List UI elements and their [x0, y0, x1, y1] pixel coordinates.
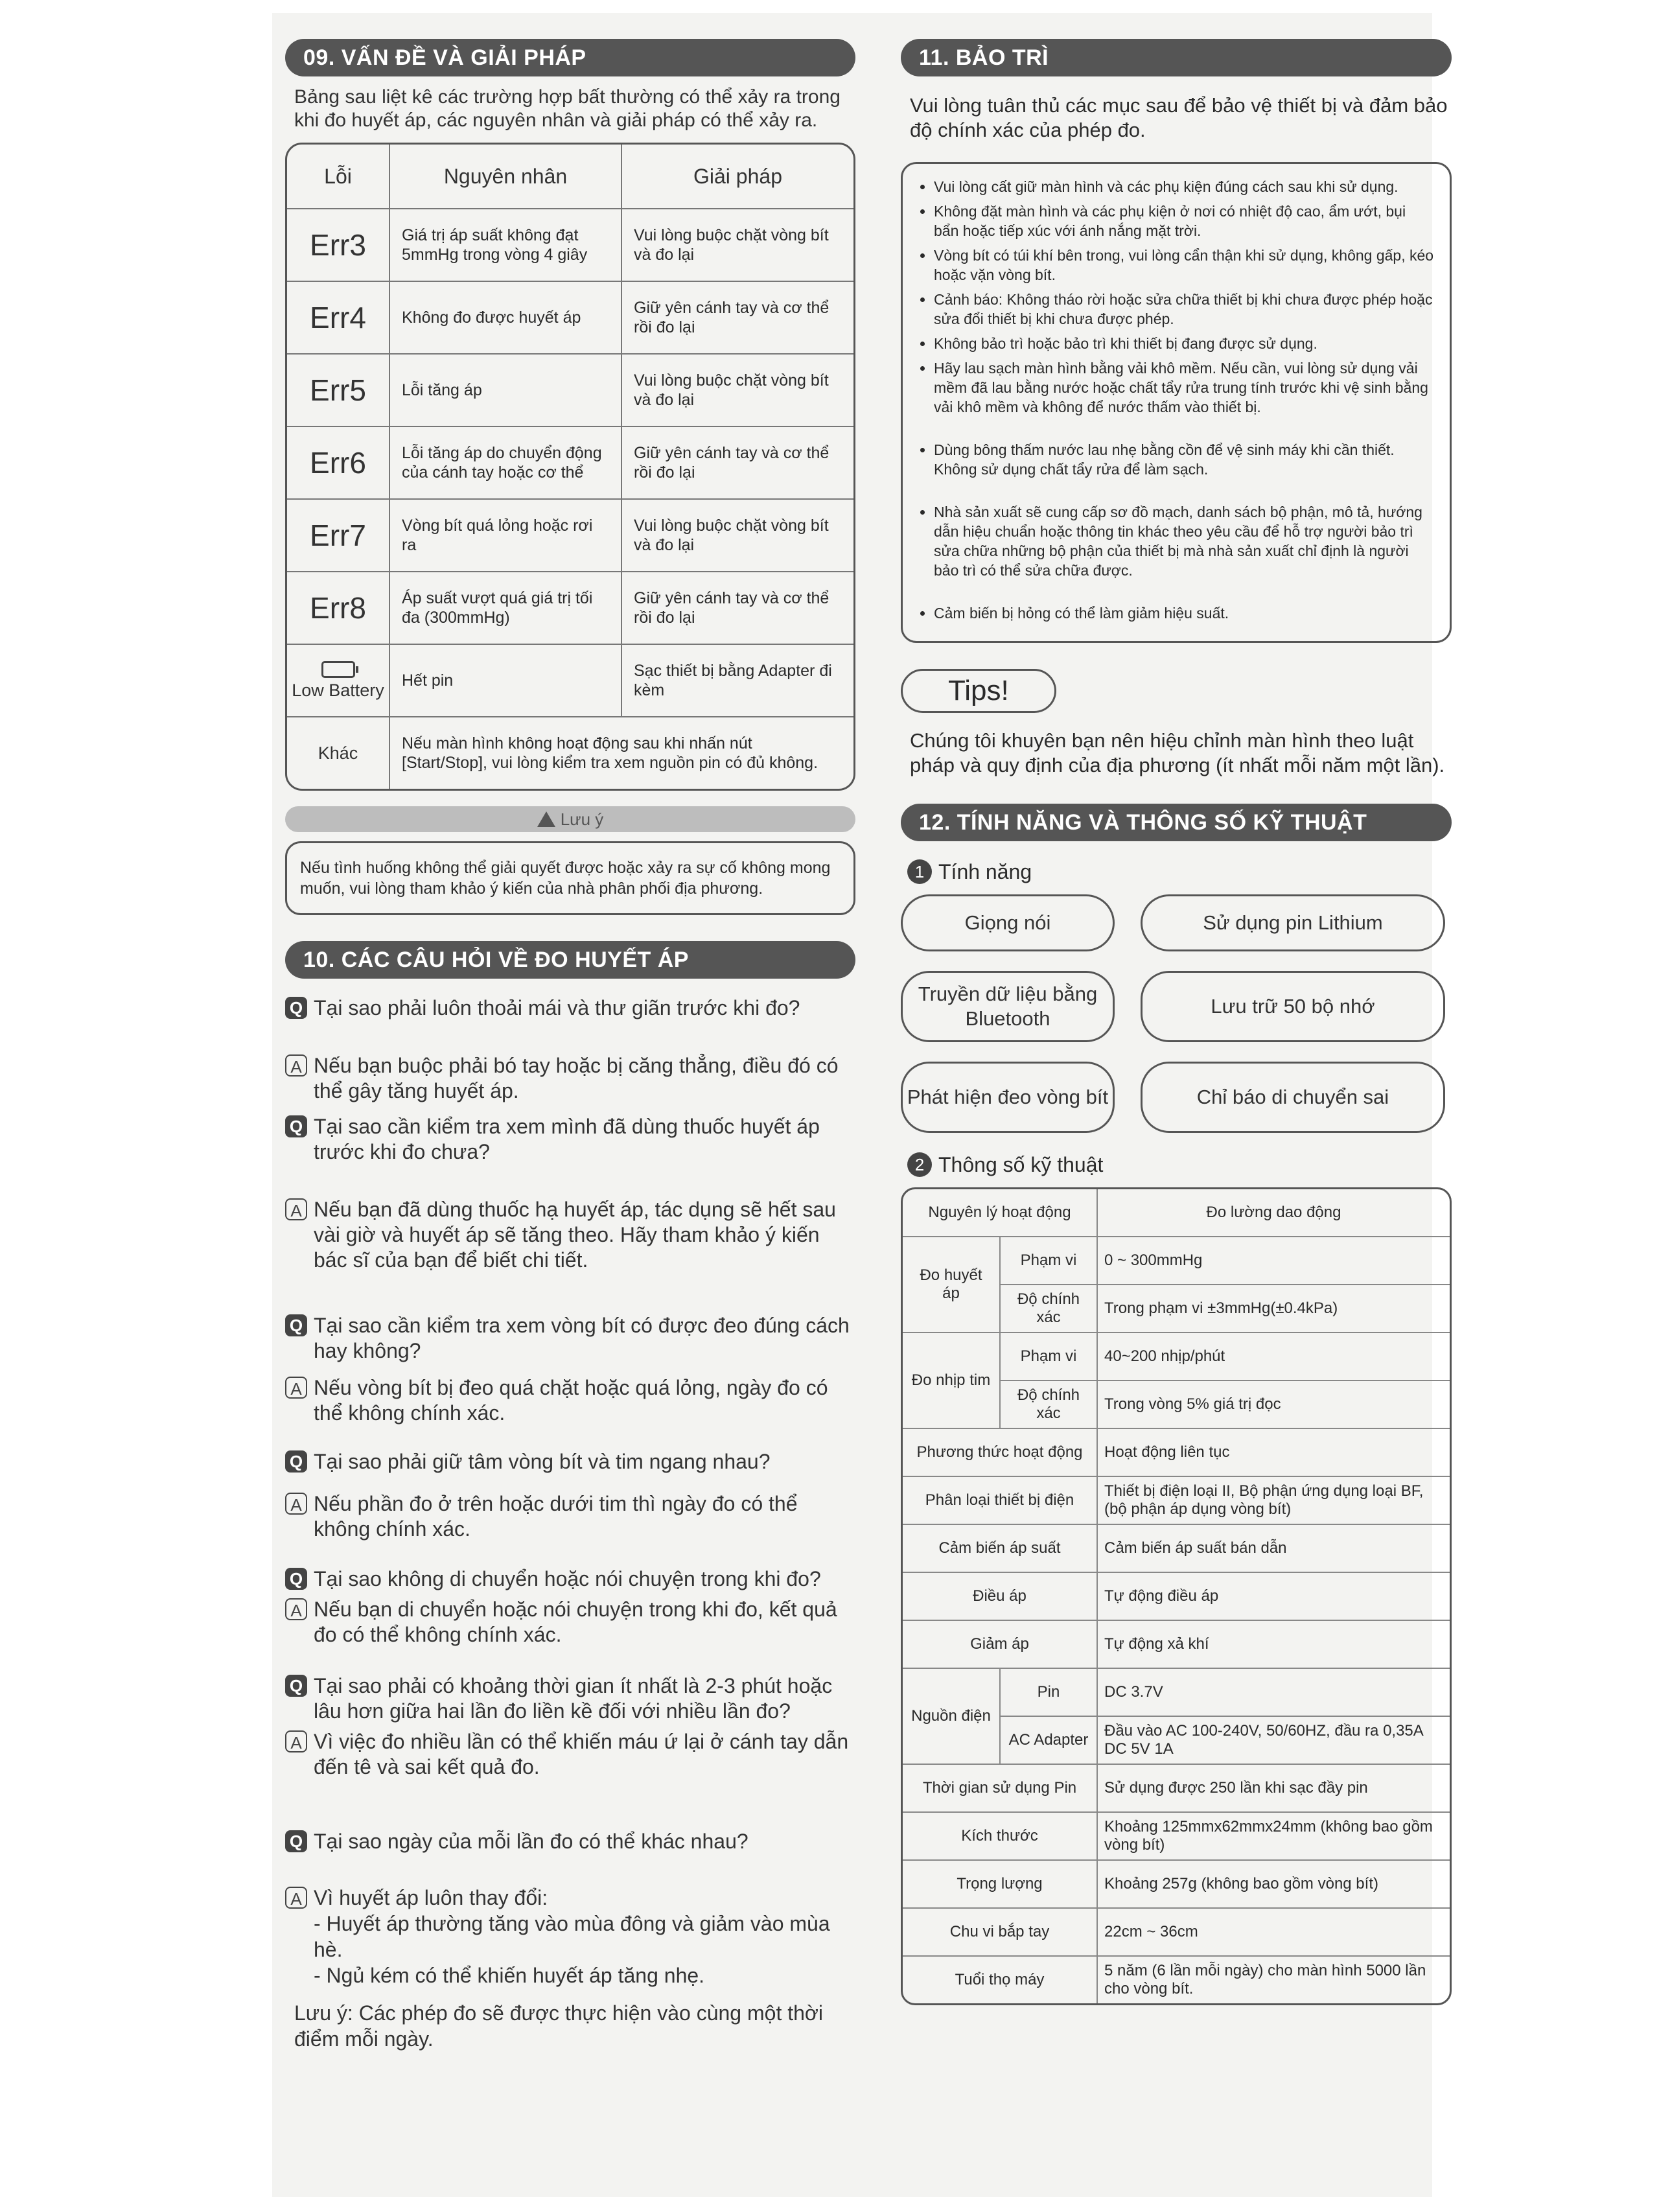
spec-label: Giảm áp: [903, 1620, 1097, 1668]
spec-label: Cảm biến áp suất: [903, 1524, 1097, 1572]
question-text: Tại sao phải có khoảng thời gian ít nhất là 2-3 phút hoặc lâu hơn giữa hai lần đo liền kề đối với nhiều lần đo?: [314, 1674, 833, 1723]
spec-value: Đo lường dao động: [1097, 1189, 1450, 1237]
error-header-solution: Giải pháp: [621, 145, 853, 209]
answer-text: Nếu vòng bít bị đeo quá chặt hoặc quá lỏng, ngày đo có thể không chính xác.: [314, 1376, 828, 1425]
qa-item: [285, 1114, 855, 1273]
spec-group: Đo nhịp tim: [903, 1333, 1000, 1428]
answer-text: Vì việc đo nhiều lần có thể khiến máu ứ lại ở cánh tay dẫn đến tê và sai kết quả đo.: [314, 1730, 849, 1778]
section-11-intro: Vui lòng tuân thủ các mục sau để bảo vệ thiết bị và đảm bảo độ chính xác của phép đo.: [910, 94, 1448, 141]
table-row: [287, 499, 853, 572]
table-row: [903, 1524, 1450, 1572]
spec-label: AC Adapter: [1000, 1716, 1097, 1764]
spec-label: Phân loại thiết bị điện: [903, 1476, 1097, 1524]
step-number-icon: 2: [907, 1152, 932, 1177]
answer-icon: A: [285, 1054, 307, 1077]
list-item: • Không bảo trì hoặc bảo trì khi thiết bị đang được sử dụng.: [934, 334, 1434, 353]
list-item: • Cảnh báo: Không tháo rời hoặc sửa chữa thiết bị khi chưa được phép hoặc sửa đổi thiết bị khi chưa được phép.: [934, 290, 1434, 329]
table-row: [903, 1956, 1450, 2003]
table-row: [287, 426, 853, 499]
low-battery-cell: [287, 644, 389, 717]
right-column: [901, 39, 1452, 2005]
answer-text: Nếu bạn buộc phải bó tay hoặc bị căng thẳng, điều đó có thể gây tăng huyết áp.: [314, 1054, 839, 1102]
table-row: [903, 1428, 1450, 1476]
answer-icon: A: [285, 1198, 307, 1220]
spec-label: Độ chính xác: [1000, 1285, 1097, 1333]
question-icon: Q: [285, 1314, 307, 1336]
table-row: [903, 1908, 1450, 1956]
table-row: [287, 281, 853, 354]
error-solution: Vui lòng buộc chặt vòng bít và đo lại: [621, 499, 853, 572]
error-cause: Vòng bít quá lỏng hoặc rơi ra: [389, 499, 621, 572]
qa-item: [285, 1566, 855, 1647]
warning-icon: [537, 811, 555, 827]
spec-label: Tuổi thọ máy: [903, 1956, 1097, 2003]
table-row: [903, 1812, 1450, 1860]
list-item: • Dùng bông thấm nước lau nhẹ bằng cồn để vệ sinh máy khi cần thiết. Không sử dụng chất tẩy rửa để làm sạch.: [934, 440, 1434, 479]
spec-label: Kích thước: [903, 1812, 1097, 1860]
left-column: [285, 39, 855, 2052]
error-code: Err8: [287, 572, 389, 644]
question-icon: Q: [285, 1115, 307, 1137]
answer-icon: A: [285, 1887, 307, 1909]
answer-extra-line: - Ngủ kém có thể khiến huyết áp tăng nhẹ.: [314, 1964, 705, 1987]
specs-title: Thông số kỹ thuật: [938, 1152, 1104, 1176]
question-text: Tại sao phải giữ tâm vòng bít và tim ngang nhau?: [314, 1450, 771, 1473]
specs-heading: [907, 1152, 1452, 1177]
section-12-title: 12. TÍNH NĂNG VÀ THÔNG SỐ KỸ THUẬT: [901, 804, 1452, 841]
qa-item: [285, 995, 855, 1104]
question-text: Tại sao cần kiểm tra xem vòng bít có được đeo đúng cách hay không?: [314, 1314, 850, 1362]
table-row: [287, 354, 853, 426]
spec-label: Trọng lượng: [903, 1860, 1097, 1908]
table-row: [903, 1668, 1450, 1716]
step-number-icon: 1: [907, 859, 932, 884]
spec-group: Đo huyết áp: [903, 1237, 1000, 1333]
error-code: Err5: [287, 354, 389, 426]
answer-text: Vì huyết áp luôn thay đổi:: [314, 1886, 548, 1909]
spec-value: Cảm biến áp suất bán dẫn: [1097, 1524, 1450, 1572]
spec-value: Hoạt động liên tục: [1097, 1428, 1450, 1476]
qa-item: [285, 1449, 855, 1542]
spec-value: 22cm ~ 36cm: [1097, 1908, 1450, 1956]
spec-label: Phạm vi: [1000, 1333, 1097, 1380]
spec-label: Phạm vi: [1000, 1237, 1097, 1285]
spec-value: 40~200 nhịp/phút: [1097, 1333, 1450, 1380]
error-solution: Giữ yên cánh tay và cơ thể rồi đo lại: [621, 572, 853, 644]
list-item: • Vòng bít có túi khí bên trong, vui lòng cẩn thận khi sử dụng, không gấp, kéo hoặc vặn vòng bít.: [934, 246, 1434, 285]
error-table: [285, 143, 855, 791]
spec-value: Khoảng 125mmx62mmx24mm (không bao gồm vòng bít): [1097, 1812, 1450, 1860]
error-cause: Hết pin: [389, 644, 621, 717]
spec-value: 5 năm (6 lần mỗi ngày) cho màn hình 5000 lần cho vòng bít.: [1097, 1956, 1450, 2003]
feature-pill: Giọng nói: [901, 894, 1115, 951]
error-code: Khác: [287, 717, 389, 789]
spec-value: Đầu vào AC 100-240V, 50/60HZ, đầu ra 0,35A DC 5V 1A: [1097, 1716, 1450, 1764]
table-row: [903, 1860, 1450, 1908]
error-code: Err6: [287, 426, 389, 499]
table-row: [903, 1764, 1450, 1812]
error-cause: Áp suất vượt quá giá trị tối đa (300mmHg): [389, 572, 621, 644]
table-row: [287, 644, 853, 717]
spec-value: 0 ~ 300mmHg: [1097, 1237, 1450, 1285]
answer-icon: A: [285, 1493, 307, 1515]
answer-icon: A: [285, 1598, 307, 1620]
feature-pill: Lưu trữ 50 bộ nhớ: [1141, 971, 1445, 1042]
feature-pill: Sử dụng pin Lithium: [1141, 894, 1445, 951]
error-solution: Vui lòng buộc chặt vòng bít và đo lại: [621, 209, 853, 281]
answer-extra-line: - Huyết áp thường tăng vào mùa đông và giảm vào mùa hè.: [314, 1912, 830, 1961]
error-solution: Giữ yên cánh tay và cơ thể rồi đo lại: [621, 281, 853, 354]
table-row: [287, 717, 853, 789]
features-title: Tính năng: [938, 859, 1032, 883]
answer-icon: A: [285, 1730, 307, 1752]
question-icon: Q: [285, 1450, 307, 1473]
error-cause: Giá trị áp suất không đạt 5mmHg trong vòng 4 giây: [389, 209, 621, 281]
spec-value: Tự động xả khí: [1097, 1620, 1450, 1668]
spec-label: Pin: [1000, 1668, 1097, 1716]
error-header-cause: Nguyên nhân: [389, 145, 621, 209]
table-row: [903, 1620, 1450, 1668]
table-row: [903, 1476, 1450, 1524]
answer-text: Nếu phần đo ở trên hoặc dưới tim thì ngày đo có thể không chính xác.: [314, 1492, 798, 1541]
section-09-intro: Bảng sau liệt kê các trường hợp bất thường có thể xảy ra trong khi đo huyết áp, các nguyên nhân và giải pháp có thể xảy ra.: [294, 86, 841, 131]
question-icon: Q: [285, 997, 307, 1019]
spec-group: Nguồn điện: [903, 1668, 1000, 1764]
question-text: Tại sao ngày của mỗi lần đo có thể khác nhau?: [314, 1830, 748, 1853]
error-code: Err7: [287, 499, 389, 572]
list-item: • Vui lòng cất giữ màn hình và các phụ kiện đúng cách sau khi sử dụng.: [934, 177, 1434, 196]
question-icon: Q: [285, 1568, 307, 1590]
table-row: [903, 1189, 1450, 1237]
note-label-bar: [285, 806, 855, 832]
spec-label: Chu vi bắp tay: [903, 1908, 1097, 1956]
battery-icon: [321, 661, 355, 678]
spec-label: Nguyên lý hoạt động: [903, 1189, 1097, 1237]
error-code: Err3: [287, 209, 389, 281]
answer-text: Nếu bạn di chuyển hoặc nói chuyện trong khi đo, kết quả đo có thể không chính xác.: [314, 1598, 837, 1646]
spec-table: [901, 1187, 1452, 2005]
spec-label: Phương thức hoạt động: [903, 1428, 1097, 1476]
qa-item: [285, 1829, 855, 2052]
spec-label: Độ chính xác: [1000, 1380, 1097, 1428]
spec-value: Tự động điều áp: [1097, 1572, 1450, 1620]
spec-value: Trong vòng 5% giá trị đọc: [1097, 1380, 1450, 1428]
error-cause: Không đo được huyết áp: [389, 281, 621, 354]
error-code: Err4: [287, 281, 389, 354]
tips-label: Tips!: [901, 669, 1056, 713]
qa-item: [285, 1673, 855, 1780]
low-battery-label: Low Battery: [292, 680, 384, 700]
error-solution: Sạc thiết bị bằng Adapter đi kèm: [621, 644, 853, 717]
qa-item: [285, 1313, 855, 1426]
note-box: Nếu tình huống không thể giải quyết được hoặc xảy ra sự cố không mong muốn, vui lòng tham khảo ý kiến của nhà phân phối địa phương.: [285, 841, 855, 915]
spec-value: Thiết bị điện loại II, Bộ phận ứng dụng loại BF, (bộ phận áp dụng vòng bít): [1097, 1476, 1450, 1524]
feature-pill: Truyền dữ liệu bằng Bluetooth: [901, 971, 1115, 1042]
spec-label: Điều áp: [903, 1572, 1097, 1620]
maintenance-box: [901, 162, 1452, 643]
features-grid: [901, 894, 1452, 1133]
question-icon: Q: [285, 1675, 307, 1697]
error-solution: Vui lòng buộc chặt vòng bít và đo lại: [621, 354, 853, 426]
spec-value: Khoảng 257g (không bao gồm vòng bít): [1097, 1860, 1450, 1908]
spec-label: Thời gian sử dụng Pin: [903, 1764, 1097, 1812]
table-row: [287, 209, 853, 281]
table-row: [903, 1237, 1450, 1285]
list-item: • Hãy lau sạch màn hình bằng vải khô mềm. Nếu cần, vui lòng sử dụng vải mềm đã lau bằng nước hoặc chất tẩy rửa trung tính trước khi vệ sinh bằng vải khô mềm và không để nước thấm vào thiết bị.: [934, 358, 1434, 417]
section-11-title: 11. BẢO TRÌ: [901, 39, 1452, 76]
error-other-text: Nếu màn hình không hoạt động sau khi nhấn nút [Start/Stop], vui lòng kiểm tra xem nguồn pin có đủ không.: [389, 717, 853, 789]
tips-text: Chúng tôi khuyên bạn nên hiệu chỉnh màn hình theo luật pháp và quy định của địa phương (ít nhất mỗi năm một lần).: [910, 729, 1445, 776]
question-text: Tại sao không di chuyển hoặc nói chuyện trong khi đo?: [314, 1567, 821, 1590]
question-text: Tại sao phải luôn thoải mái và thư giãn trước khi đo?: [314, 996, 800, 1019]
feature-pill: Chỉ báo di chuyển sai: [1141, 1062, 1445, 1133]
section-10-title: 10. CÁC CÂU HỎI VỀ ĐO HUYẾT ÁP: [285, 941, 855, 979]
answer-icon: A: [285, 1377, 307, 1399]
section-09-title: 09. VẤN ĐỀ VÀ GIẢI PHÁP: [285, 39, 855, 76]
error-header-code: Lỗi: [287, 145, 389, 209]
spec-value: DC 3.7V: [1097, 1668, 1450, 1716]
list-item: • Không đặt màn hình và các phụ kiện ở nơi có nhiệt độ cao, ẩm ướt, bụi bẩn hoặc tiếp xúc với ánh nắng mặt trời.: [934, 202, 1434, 240]
table-row: [903, 1572, 1450, 1620]
error-cause: Lỗi tăng áp do chuyển động của cánh tay hoặc cơ thể: [389, 426, 621, 499]
spec-value: Sử dụng được 250 lần khi sạc đầy pin: [1097, 1764, 1450, 1812]
list-item: • Cảm biến bị hỏng có thể làm giảm hiệu suất.: [934, 603, 1434, 623]
table-row: [903, 1333, 1450, 1380]
answer-note: Lưu ý: Các phép đo sẽ được thực hiện vào cùng một thời điểm mỗi ngày.: [294, 2001, 823, 2051]
error-solution: Giữ yên cánh tay và cơ thể rồi đo lại: [621, 426, 853, 499]
list-item: • Nhà sản xuất sẽ cung cấp sơ đồ mạch, danh sách bộ phận, mô tả, hướng dẫn hiệu chuẩn hoặc thông tin khác theo yêu cầu để hỗ trợ người bảo trì sửa chữa những bộ phận của thiết bị mà nhà sản xuất chỉ định là người bảo trì có thể sửa chữa được.: [934, 502, 1434, 580]
features-heading: [907, 859, 1452, 884]
question-text: Tại sao cần kiểm tra xem mình đã dùng thuốc huyết áp trước khi đo chưa?: [314, 1115, 820, 1163]
table-row: [287, 572, 853, 644]
feature-pill: Phát hiện đeo vòng bít: [901, 1062, 1115, 1133]
question-icon: Q: [285, 1830, 307, 1852]
error-cause: Lỗi tăng áp: [389, 354, 621, 426]
spec-value: Trong phạm vi ±3mmHg(±0.4kPa): [1097, 1285, 1450, 1333]
note-label: Lưu ý: [560, 809, 604, 829]
answer-text: Nếu bạn đã dùng thuốc hạ huyết áp, tác dụng sẽ hết sau vài giờ và huyết áp sẽ tăng theo. Hãy tham khảo ý kiến bác sĩ của bạn để biết chi tiết.: [314, 1198, 836, 1272]
